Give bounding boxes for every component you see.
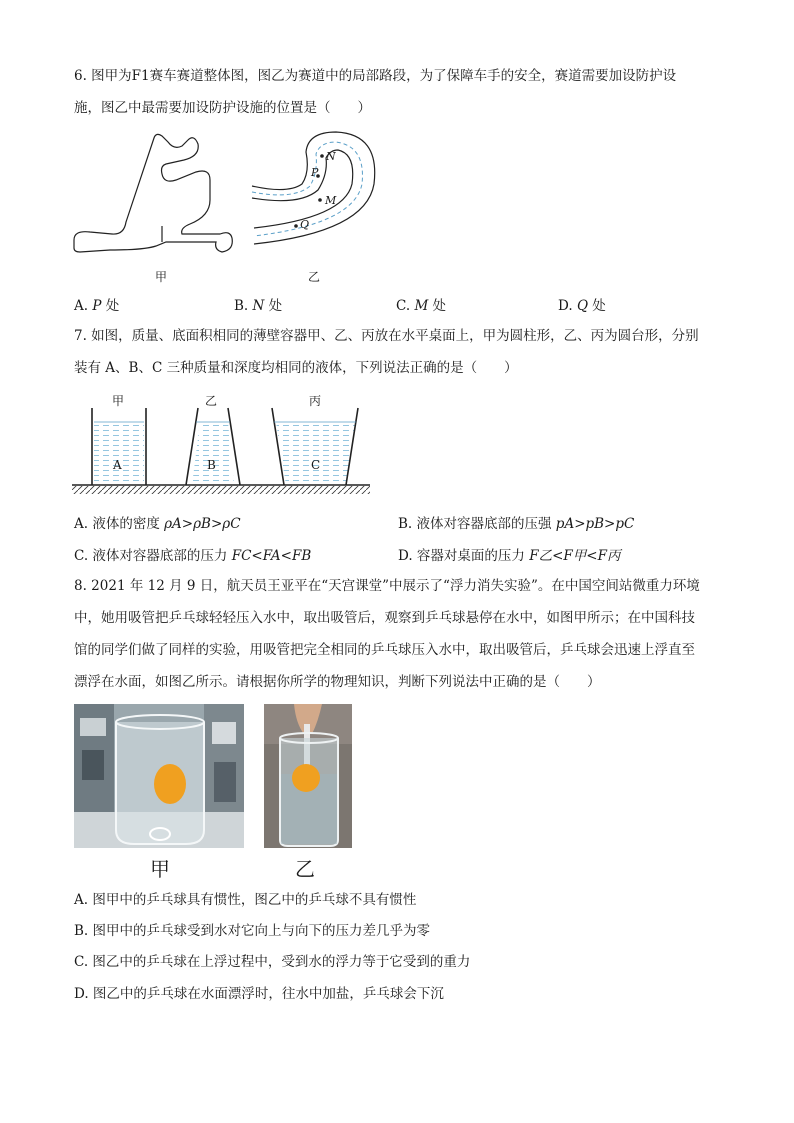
q7-option-d[interactable]: D. 容器对桌面的压力 F乙<F甲<F丙 — [398, 548, 621, 564]
q6-stem-line1: 6. 图甲为F1赛车赛道整体图，图乙为赛道中的局部路段，为了保障车手的安全，赛道需要加设防护设 — [74, 68, 677, 84]
photo-science-museum — [264, 704, 352, 848]
q7-option-c[interactable]: C. 液体对容器底部的压力 FC<FA<FB — [74, 548, 312, 564]
q7-option-a[interactable]: A. 液体的密度 ρA>ρB>ρC — [74, 516, 241, 532]
point-n-label: N — [326, 150, 336, 163]
fig-yi-caption: 乙 — [308, 270, 321, 284]
point-q-label: Q — [300, 218, 310, 231]
photo-jia-caption: 甲 — [150, 857, 170, 881]
point-p-label: P — [311, 166, 319, 179]
container-jia-label: 甲 — [112, 394, 125, 408]
q6-option-a[interactable]: A. P 处 — [74, 298, 120, 314]
track-overview-figure — [70, 130, 240, 260]
q7-option-b-expr: pA>pB>pC — [555, 516, 635, 532]
q7-option-d-expr: F乙<F甲<F丙 — [529, 548, 621, 564]
photo-space-station — [74, 704, 244, 848]
photo-yi-caption: 乙 — [295, 857, 315, 881]
liquid-b-label: B — [207, 458, 216, 472]
q8-stem-line4: 漂浮在水面，如图乙所示。请根据你所学的物理知识，判断下列说法中正确的是（ ） — [74, 674, 601, 690]
q7-option-b[interactable]: B. 液体对容器底部的压强 pA>pB>pC — [398, 516, 635, 532]
q7-stem-line1: 7. 如图，质量、底面积相同的薄壁容器甲、乙、丙放在水平桌面上，甲为圆柱形，乙、丙为圆台形，分别 — [74, 328, 699, 344]
liquid-c-label: C — [311, 458, 321, 472]
fig-jia-caption: 甲 — [155, 270, 168, 284]
q7-option-a-expr: ρA>ρB>ρC — [164, 516, 241, 532]
q8-option-b[interactable]: B. 图甲中的乒乓球受到水对它向上与向下的压力差几乎为零 — [74, 923, 431, 939]
liquid-a-label: A — [113, 458, 122, 472]
q6-option-c[interactable]: C. M 处 — [396, 298, 447, 314]
q8-option-c[interactable]: C. 图乙中的乒乓球在上浮过程中，受到水的浮力等于它受到的重力 — [74, 954, 471, 970]
q8-option-d[interactable]: D. 图乙中的乒乓球在水面漂浮时，往水中加盐，乒乓球会下沉 — [74, 986, 444, 1002]
container-yi-label: 乙 — [205, 394, 218, 408]
q7-option-c-expr: FC<FA<FB — [231, 548, 312, 564]
q8-stem-line2: 中，她用吸管把乒乓球轻轻压入水中，取出吸管后，观察到乒乓球悬停在水中，如图甲所示；在中国科技 — [74, 610, 695, 626]
q8-stem-line1: 8. 2021 年 12 月 9 日，航天员王亚平在“天宫课堂”中展示了“浮力消失实验”。在中国空间站微重力环境 — [74, 578, 700, 594]
q6-stem-line2: 施，图乙中最需要加设防护设施的位置是（ ） — [74, 100, 371, 116]
container-bing-label: 丙 — [309, 394, 322, 408]
q8-option-a[interactable]: A. 图甲中的乒乓球具有惯性，图乙中的乒乓球不具有惯性 — [74, 892, 417, 908]
point-m-label: M — [325, 194, 337, 207]
q7-stem-line2: 装有 A、B、C 三种质量和深度均相同的液体，下列说法正确的是（ ） — [74, 360, 518, 376]
q6-option-d[interactable]: D. Q 处 — [558, 298, 606, 314]
track-segment-figure — [248, 128, 388, 256]
q6-option-b[interactable]: B. N 处 — [234, 298, 283, 314]
q8-stem-line3: 馆的同学们做了同样的实验，用吸管把完全相同的乒乓球压入水中，取出吸管后，乒乓球会迅速上浮直至 — [74, 642, 695, 658]
